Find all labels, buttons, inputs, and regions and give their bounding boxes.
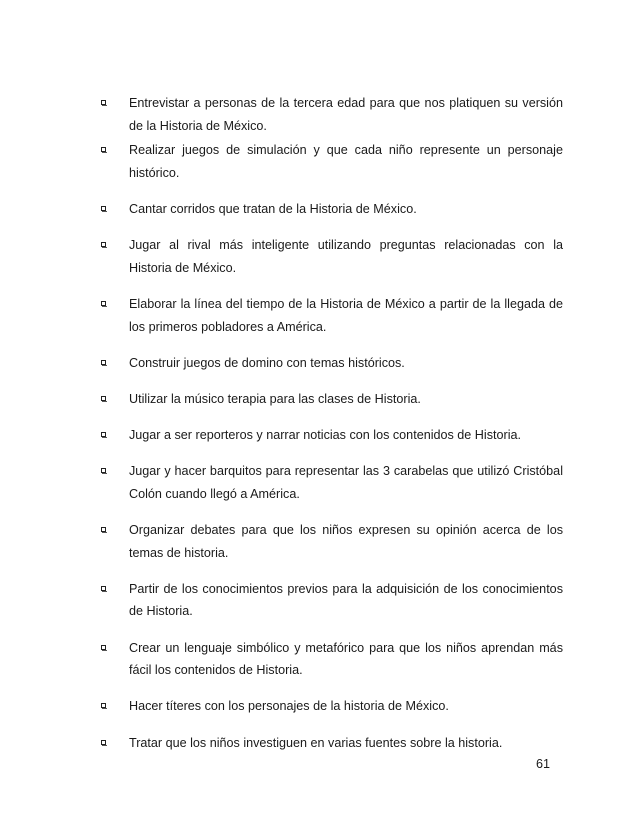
square-bullet-icon [101, 100, 106, 105]
square-bullet-icon [101, 703, 106, 708]
list-item-text: Partir de los conocimientos previos para la adquisición de los conocimientos de Historia. [129, 581, 563, 619]
square-bullet-icon [101, 242, 106, 247]
list-item-text: Realizar juegos de simulación y que cada niño represente un personaje histórico. [129, 143, 563, 180]
list-item-text: Jugar y hacer barquitos para representar las 3 carabelas que utilizó Cristóbal Colón cuando llegó a América. [129, 464, 563, 501]
list-item [100, 198, 563, 221]
square-bullet-icon [101, 360, 106, 365]
list-item [100, 388, 563, 411]
list-item [100, 293, 563, 338]
list-item-text: Jugar a ser reporteros y narrar noticias con los contenidos de Historia. [129, 428, 521, 443]
square-bullet-icon [101, 301, 106, 306]
list-item [100, 234, 563, 279]
list-item [100, 92, 563, 137]
square-bullet-icon [101, 147, 106, 152]
list-item [100, 519, 563, 564]
list-item-text: Construir juegos de domino con temas históricos. [129, 355, 405, 370]
list-item-text: Hacer títeres con los personajes de la historia de México. [129, 699, 449, 714]
square-bullet-icon [101, 396, 106, 401]
list-item-text: Cantar corridos que tratan de la Historia de México. [129, 201, 417, 216]
square-bullet-icon [101, 740, 106, 745]
list-item-text: Utilizar la músico terapia para las clases de Historia. [129, 391, 421, 406]
list-item [100, 637, 563, 682]
square-bullet-icon [101, 206, 106, 211]
list-item-text: Organizar debates para que los niños expresen su opinión acerca de los temas de historia. [129, 523, 563, 560]
list-item-text: Elaborar la línea del tiempo de la Historia de México a partir de la llegada de los primeros pobladores a América. [129, 296, 563, 334]
list-item [100, 352, 563, 375]
square-bullet-icon [101, 586, 106, 591]
page-number: 61 [536, 757, 551, 771]
list-item [100, 578, 563, 623]
square-bullet-icon [101, 432, 106, 437]
square-bullet-icon [101, 468, 106, 473]
list-item [100, 732, 563, 755]
list-item [100, 424, 563, 447]
list-item-text: Crear un lenguaje simbólico y metafórico para que los niños aprendan más fácil los contenidos de Historia. [129, 640, 563, 678]
list-item-text: Tratar que los niños investiguen en varias fuentes sobre la historia. [129, 735, 503, 750]
list-item-text: Jugar al rival más inteligente utilizando preguntas relacionadas con la Historia de México. [129, 238, 563, 275]
list-item [100, 139, 563, 184]
list-item [100, 460, 563, 505]
square-bullet-icon [101, 645, 106, 650]
list-item [100, 695, 563, 718]
bullet-list [100, 92, 563, 768]
list-item-text: Entrevistar a personas de la tercera edad para que nos platiquen su versión de la Historia de México. [129, 96, 563, 133]
square-bullet-icon [101, 527, 106, 532]
